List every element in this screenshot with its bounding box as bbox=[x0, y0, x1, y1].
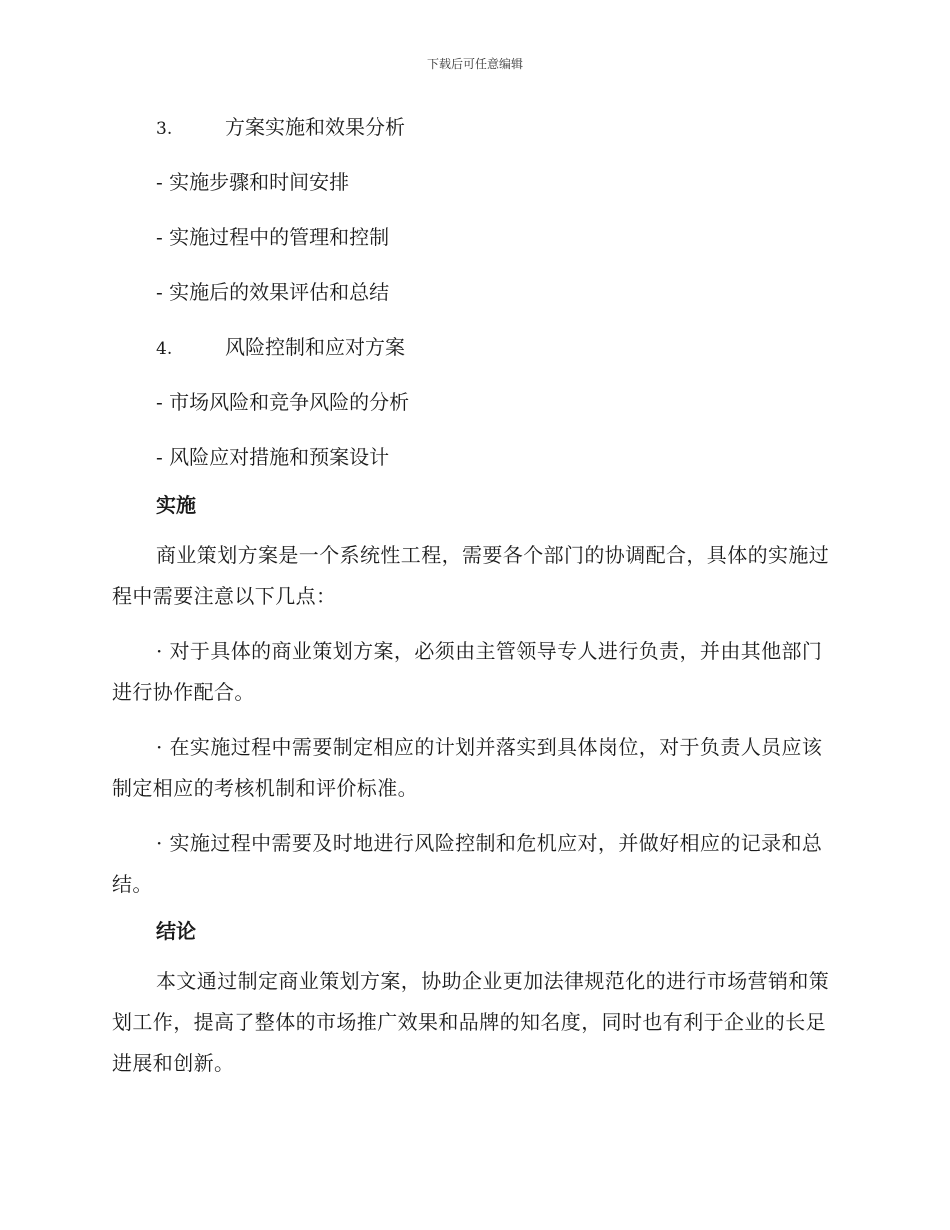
outline-item-3 bbox=[112, 106, 837, 161]
implementation-intro: 商业策划方案是一个系统性工程，需要各个部门的协调配合，具体的实施过程中需要注意以下几点： bbox=[112, 543, 830, 608]
section-heading-conclusion: 结论 bbox=[156, 919, 196, 943]
outline-subitem: - 实施过程中的管理和控制 bbox=[156, 225, 390, 249]
section-heading-implementation: 实施 bbox=[156, 493, 196, 517]
outline-subitem: - 实施后的效果评估和总结 bbox=[156, 280, 390, 304]
outline-title: 方案实施和效果分析 bbox=[225, 115, 405, 139]
implementation-bullet: · 实施过程中需要及时地进行风险控制和危机应对，并做好相应的记录和总结。 bbox=[112, 831, 823, 896]
outline-number: 4. bbox=[156, 339, 173, 359]
outline-subitem: - 风险应对措施和预案设计 bbox=[156, 445, 390, 469]
implementation-bullet: · 在实施过程中需要制定相应的计划并落实到具体岗位，对于负责人员应该制定相应的考核机制和评价标准。 bbox=[112, 735, 823, 800]
implementation-bullet: · 对于具体的商业策划方案，必须由主管领导专人进行负责，并由其他部门进行协作配合。 bbox=[112, 639, 823, 704]
outline-title: 风险控制和应对方案 bbox=[225, 335, 405, 359]
outline-item-4 bbox=[112, 326, 837, 381]
header-note: 下载后可任意编辑 bbox=[426, 57, 523, 71]
outline-subitem: - 实施步骤和时间安排 bbox=[156, 170, 350, 194]
outline-number: 3. bbox=[156, 119, 173, 139]
conclusion-text: 本文通过制定商业策划方案，协助企业更加法律规范化的进行市场营销和策划工作，提高了整体的市场推广效果和品牌的知名度，同时也有利于企业的长足进展和创新。 bbox=[112, 969, 830, 1075]
document-body bbox=[112, 106, 837, 1098]
outline-subitem: - 市场风险和竞争风险的分析 bbox=[156, 390, 410, 414]
